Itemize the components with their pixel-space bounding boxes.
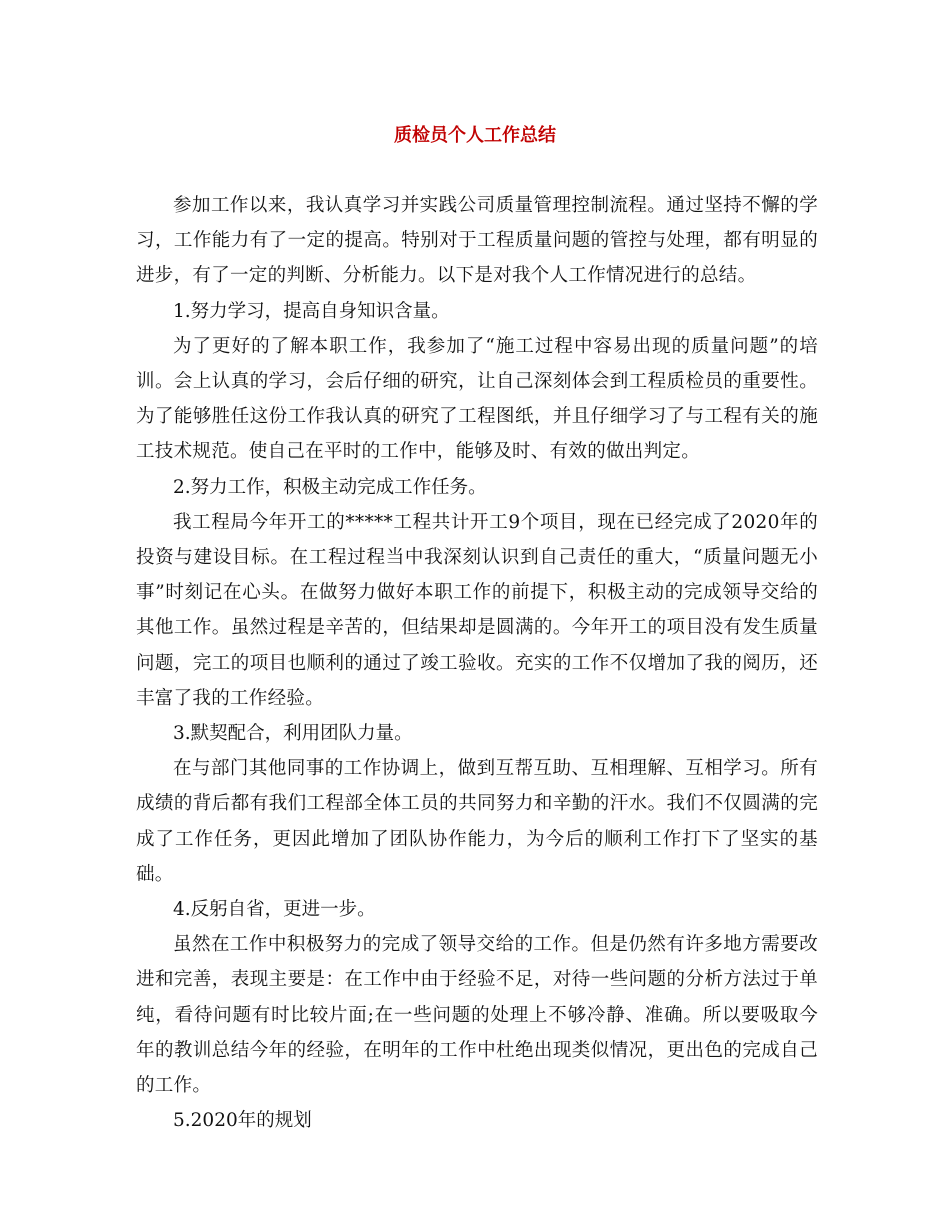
section-heading-1: 1.努力学习，提高自身知识含量。 (173, 300, 450, 322)
paragraph-study: 为了更好的了解本职工作，我参加了“施工过程中容易出现的质量问题”的培训。会上认真的学习，会后仔细的研究，让自己深刻体会到工程质检员的重要性。为了能够胜任这份工作我认真的研究了工程图纸，并且仔细学习了与工程有关的施工技术规范。使自己在平时的工作中，能够及时、有效的做出判定。 (136, 335, 818, 463)
paragraph-intro: 参加工作以来，我认真学习并实践公司质量管理控制流程。通过坚持不懈的学习，工作能力有了一定的提高。特别对于工程质量问题的管控与处理，都有明显的进步，有了一定的判断、分析能力。以下是对我个人工作情况进行的总结。 (136, 195, 818, 287)
paragraph-work: 我工程局今年开工的*****工程共计开工9个项目，现在已经完成了2020年的投资与建设目标。在工程过程当中我深刻认识到自己责任的重大，“质量问题无小事”时刻记在心头。在做努力做好本职工作的前提下，积极主动的完成领导交给的其他工作。虽然过程是辛苦的，但结果却是圆满的。今年开工的项目没有发生质量问题，完工的项目也顺利的通过了竣工验收。充实的工作不仅增加了我的阅历，还丰富了我的工作经验。 (136, 511, 818, 709)
section-heading-3: 3.默契配合，利用团队力量。 (173, 723, 413, 745)
document-title: 质检员个人工作总结 (394, 125, 556, 146)
section-heading-4: 4.反躬自省，更进一步。 (173, 899, 376, 921)
section-heading-2: 2.努力工作，积极主动完成工作任务。 (173, 476, 487, 498)
document-body (136, 188, 818, 1138)
section-heading-5: 5.2020年的规划 (173, 1110, 312, 1132)
paragraph-reflection: 虽然在工作中积极努力的完成了领导交给的工作。但是仍然有许多地方需要改进和完善，表现主要是：在工作中由于经验不足，对待一些问题的分析方法过于单纯，看待问题有时比较片面;在一些问题的处理上不够冷静、准确。所以要吸取今年的教训总结今年的经验，在明年的工作中杜绝出现类似情况，更出色的完成自己的工作。 (136, 934, 818, 1097)
paragraph-team: 在与部门其他同事的工作协调上，做到互帮互助、互相理解、互相学习。所有成绩的背后都有我们工程部全体工员的共同努力和辛勤的汗水。我们不仅圆满的完成了工作任务，更因此增加了团队协作能力，为今后的顺利工作打下了坚实的基础。 (136, 758, 818, 885)
